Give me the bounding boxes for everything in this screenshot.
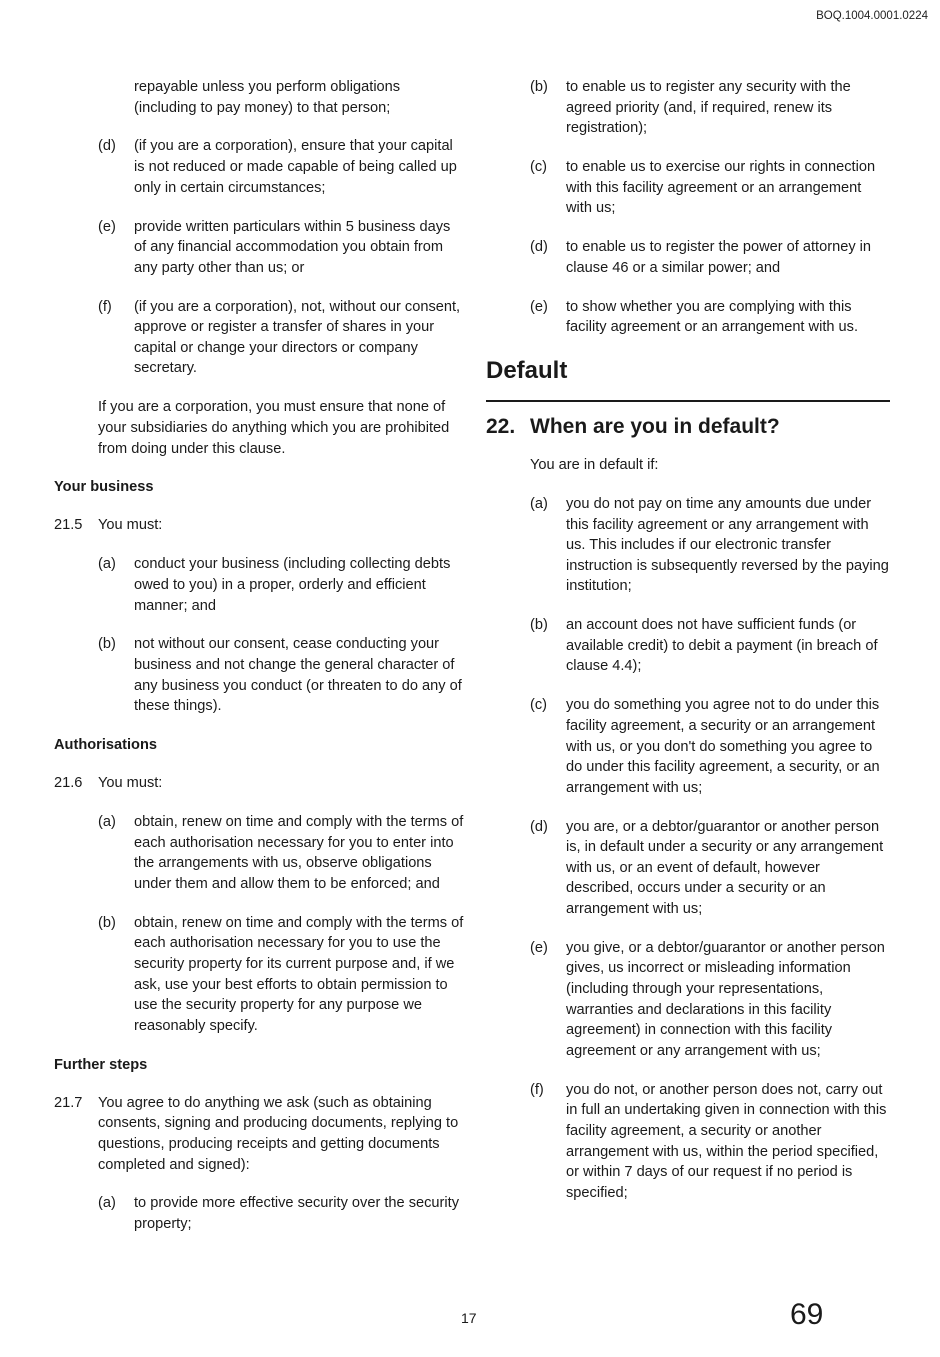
item-label: (d) <box>98 138 116 155</box>
list-item <box>54 554 466 616</box>
item-label: (b) <box>98 914 116 931</box>
default-intro: You are in default if: <box>530 457 659 474</box>
item-text: you are, or a debtor/guarantor or another person is, in default under a security or any arrangement with us, or an event of default, however described, occurs under a security or an arrangement with us; <box>566 818 884 917</box>
item-text: to show whether you are complying with this facility agreement or an arrangement with us. <box>566 298 859 336</box>
footer-page-number: 17 <box>461 1310 477 1326</box>
list-item <box>486 695 890 798</box>
page-number: 69 <box>790 1298 824 1331</box>
item-text: you give, or a debtor/guarantor or another person gives, us incorrect or misleading information (including through your representations, warranties and declarations in this facility agreement) in connection with this facility agreement or any arrangement with us; <box>566 939 885 1059</box>
item-label: (d) <box>530 239 548 256</box>
item-text: to provide more effective security over the security property; <box>134 1195 459 1232</box>
list-item <box>54 136 466 198</box>
clause-text: You must: <box>98 517 163 534</box>
document-id: BOQ.1004.0001.0224 <box>816 10 928 22</box>
item-text: obtain, renew on time and comply with the terms of each authorisation necessary for you to use the security property for its current purpose and, if we ask, use your best efforts to obtain permission to use the security property for any purpose we reasonably specify. <box>134 914 464 1034</box>
item-text: an account does not have sufficient funds (or available credit) to debit a payment (in breach of clause 4.4); <box>566 617 878 675</box>
item-label: (a) <box>530 496 548 513</box>
item-label: (c) <box>530 159 548 176</box>
clause-text: You agree to do anything we ask (such as obtaining consents, signing and producing documents, replying to questions, producing receipts and getting documents completed and signed): <box>98 1094 459 1173</box>
list-item <box>54 913 466 1037</box>
list-item <box>486 237 890 278</box>
corporation-paragraph: If you are a corporation, you must ensure that none of your subsidiaries do anything which you are prohibited from doing under this clause. <box>98 399 450 457</box>
list-item <box>486 157 890 219</box>
list-item <box>486 77 890 139</box>
item-label: (f) <box>530 1081 544 1098</box>
item-label: (a) <box>98 1195 116 1212</box>
item-text: (if you are a corporation), not, without our consent, approve or register a transfer of shares in your capital or change your directors or company secretary. <box>134 298 461 377</box>
list-item <box>54 634 466 716</box>
heading-further-steps: Further steps <box>54 1056 148 1073</box>
list-item <box>54 297 466 379</box>
list-item <box>486 938 890 1062</box>
clause-number: 22. <box>486 415 516 439</box>
item-text: you do something you agree not to do under this facility agreement, a security or an arrangement with us, or you don't do something you agree to do under this facility agreement, a security, or an arrangement with us; <box>566 697 880 796</box>
item-text: to enable us to register any security with the agreed priority (and, if required, renew its registration); <box>566 79 851 137</box>
list-item <box>486 817 890 920</box>
item-text: you do not pay on time any amounts due under this facility agreement or any arrangement with us. This includes if our electronic transfer instruction is subsequently reversed by the paying institution; <box>566 496 889 595</box>
item-label: (e) <box>530 939 548 956</box>
list-item <box>486 1080 890 1204</box>
clause-number: 21.7 <box>54 1094 83 1111</box>
section-divider <box>486 400 890 402</box>
clause-21-7 <box>54 1093 466 1175</box>
section-title: Default <box>486 357 568 385</box>
item-text: not without our consent, cease conducting your business and not change the general character of any business you conduct (or threaten to do any of these things). <box>134 636 462 715</box>
list-item <box>486 615 890 677</box>
item-label: (b) <box>530 79 548 95</box>
item-label: (a) <box>98 814 116 831</box>
clause-21-5 <box>54 515 466 536</box>
item-label: (e) <box>98 218 116 235</box>
item-text: provide written particulars within 5 business days of any financial accommodation you obtain from any party other than us; or <box>134 218 451 276</box>
item-text: conduct your business (including collecting debts owed to you) in a proper, orderly and efficient manner; and <box>134 556 451 614</box>
item-label: (d) <box>530 818 548 835</box>
clause-text: You must: <box>98 775 163 792</box>
clause-number: 21.6 <box>54 775 83 792</box>
clause-21-6 <box>54 773 466 794</box>
item-label: (b) <box>98 636 116 653</box>
list-item <box>54 812 466 894</box>
item-text: you do not, or another person does not, carry out in full an undertaking given in connection with this facility agreement, a security or another arrangement with us, within the period specified, or within 7 days of our request if no period is specified; <box>566 1081 887 1201</box>
clause-number: 21.5 <box>54 517 83 534</box>
list-item <box>486 297 890 338</box>
item-text: to enable us to exercise our rights in connection with this facility agreement or an arrangement with us; <box>566 159 876 217</box>
continued-text: repayable unless you perform obligations (including to pay money) to that person; <box>134 79 401 116</box>
item-label: (e) <box>530 298 548 315</box>
clause-heading: When are you in default? <box>530 415 780 439</box>
heading-authorisations: Authorisations <box>54 737 157 754</box>
item-label: (c) <box>530 697 548 714</box>
item-label: (f) <box>98 298 112 315</box>
list-item <box>54 217 466 279</box>
left-column <box>54 77 466 1253</box>
right-column <box>486 77 890 1222</box>
heading-your-business: Your business <box>54 479 154 496</box>
item-text: obtain, renew on time and comply with the terms of each authorisation necessary for you to enter into the arrangements with us, observe obligations under them and allow them to be enforced; and <box>134 814 464 892</box>
list-item <box>54 1193 466 1234</box>
item-text: (if you are a corporation), ensure that your capital is not reduced or made capable of being called up only in certain circumstances; <box>134 138 457 196</box>
item-text: to enable us to register the power of attorney in clause 46 or a similar power; and <box>566 239 872 276</box>
item-label: (a) <box>98 556 116 573</box>
list-item <box>486 494 890 597</box>
item-label: (b) <box>530 617 548 634</box>
clause-22-title <box>486 413 890 441</box>
